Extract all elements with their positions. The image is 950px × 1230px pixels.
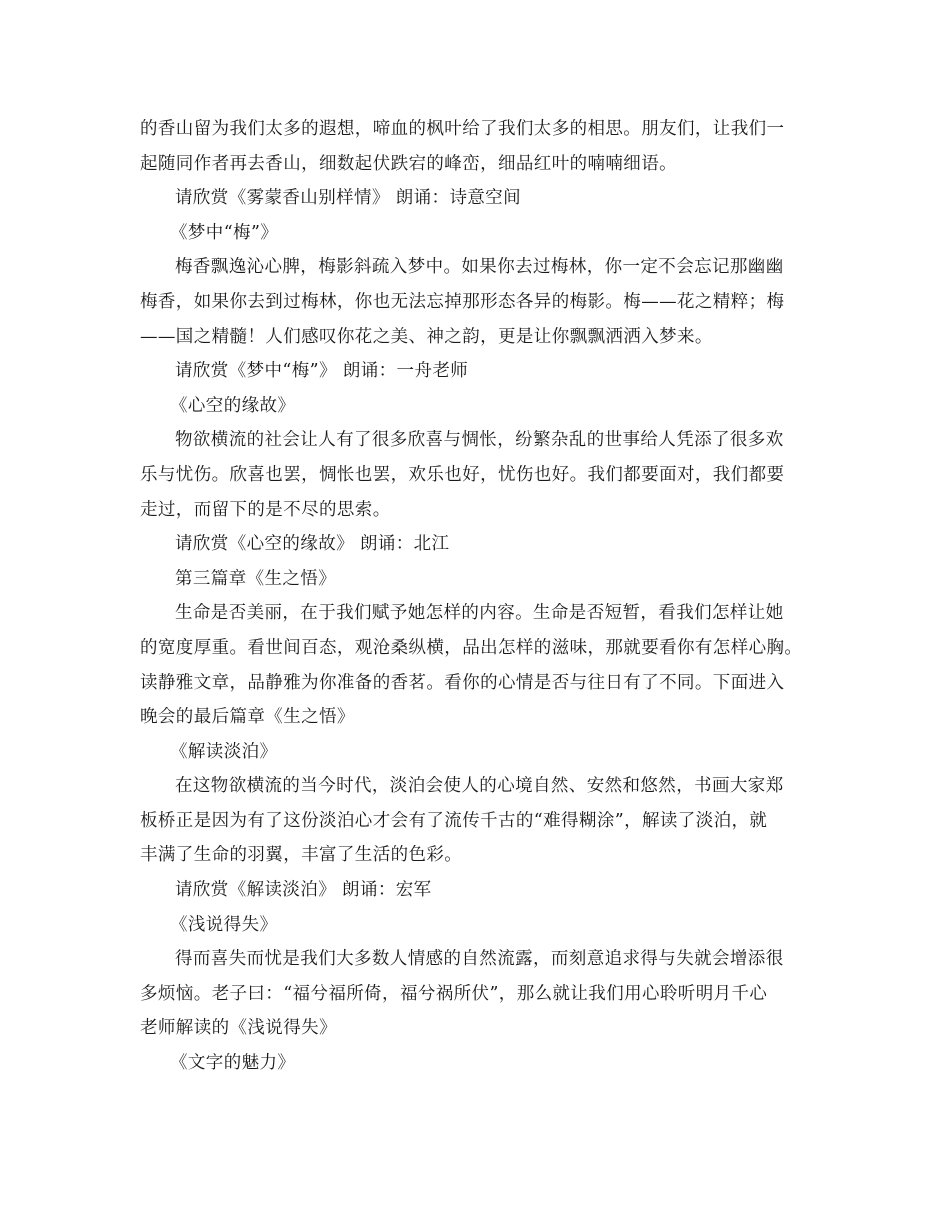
text-line: 在这物欲横流的当今时代，淡泊会使人的心境自然、安然和悠然，书画大家郑 [175, 776, 784, 797]
text-line: 得而喜失而忧是我们大多数人情感的自然流露，而刻意追求得与失就会增添很 [175, 949, 784, 970]
section-title: 《解读淡泊》 [170, 741, 278, 762]
text-line: 走过，而留下的是不尽的思索。 [140, 499, 391, 520]
text-line: 多烦恼。老子曰：“福兮福所倚，福兮祸所伏”，那么就让我们用心聆听明月千心 [140, 983, 768, 1004]
text-line: 晚会的最后篇章《生之悟》 [140, 707, 355, 728]
text-line: 梅香飘逸沁心脾，梅影斜疏入梦中。如果你去过梅林，你一定不会忘记那幽幽 [175, 257, 784, 278]
section-title: 《文字的魅力》 [170, 1053, 296, 1074]
text-line: 请欣赏《解读淡泊》 朗诵：宏军 [175, 880, 432, 901]
text-line: 请欣赏《梦中“梅”》 朗诵：一舟老师 [175, 361, 469, 382]
text-line: ——国之精髓！人们感叹你花之美、神之韵，更是让你飘飘洒洒入梦来。 [140, 326, 713, 347]
text-line: 物欲横流的社会让人有了很多欣喜与惆怅，纷繁杂乱的世事给人凭添了很多欢 [175, 430, 784, 451]
document-page [140, 112, 815, 1081]
text-line: 板桥正是因为有了这份淡泊心才会有了流传千古的“难得糊涂”，解读了淡泊，就 [140, 810, 768, 831]
text-line: 丰满了生命的羽翼，丰富了生活的色彩。 [140, 845, 463, 866]
text-line: 的香山留为我们太多的遐想，啼血的枫叶给了我们太多的相思。朋友们，让我们一 [140, 119, 785, 139]
text-line: 第三篇章《生之悟》 [175, 568, 337, 589]
text-line: 请欣赏《雾蒙香山别样情》 朗诵：诗意空间 [175, 188, 522, 209]
text-line: 起随同作者再去香山，细数起伏跌宕的峰峦，细品红叶的喃喃细语。 [140, 153, 677, 174]
section-title: 《梦中“梅”》 [170, 222, 279, 243]
text-line: 的宽度厚重。看世间百态，观沧桑纵横，品出怎样的滋味，那就要看你有怎样心胸。 [140, 637, 803, 658]
text-line: 生命是否美丽，在于我们赋予她怎样的内容。生命是否短暂，看我们怎样让她 [175, 603, 784, 624]
text-line: 请欣赏《心空的缘故》 朗诵：北江 [175, 534, 450, 555]
text-line: 梅香，如果你去到过梅林，你也无法忘掉那形态各异的梅影。梅——花之精粹；梅 [140, 291, 785, 312]
section-title: 《心空的缘故》 [170, 395, 296, 416]
section-title: 《浅说得失》 [170, 914, 278, 935]
text-line: 读静雅文章，品静雅为你准备的香茗。看你的心情是否与往日有了不同。下面进入 [140, 672, 785, 693]
text-line: 乐与忧伤。欣喜也罢，惆怅也罢，欢乐也好，忧伤也好。我们都要面对，我们都要 [140, 464, 785, 485]
text-line: 老师解读的《浅说得失》 [140, 1018, 337, 1039]
